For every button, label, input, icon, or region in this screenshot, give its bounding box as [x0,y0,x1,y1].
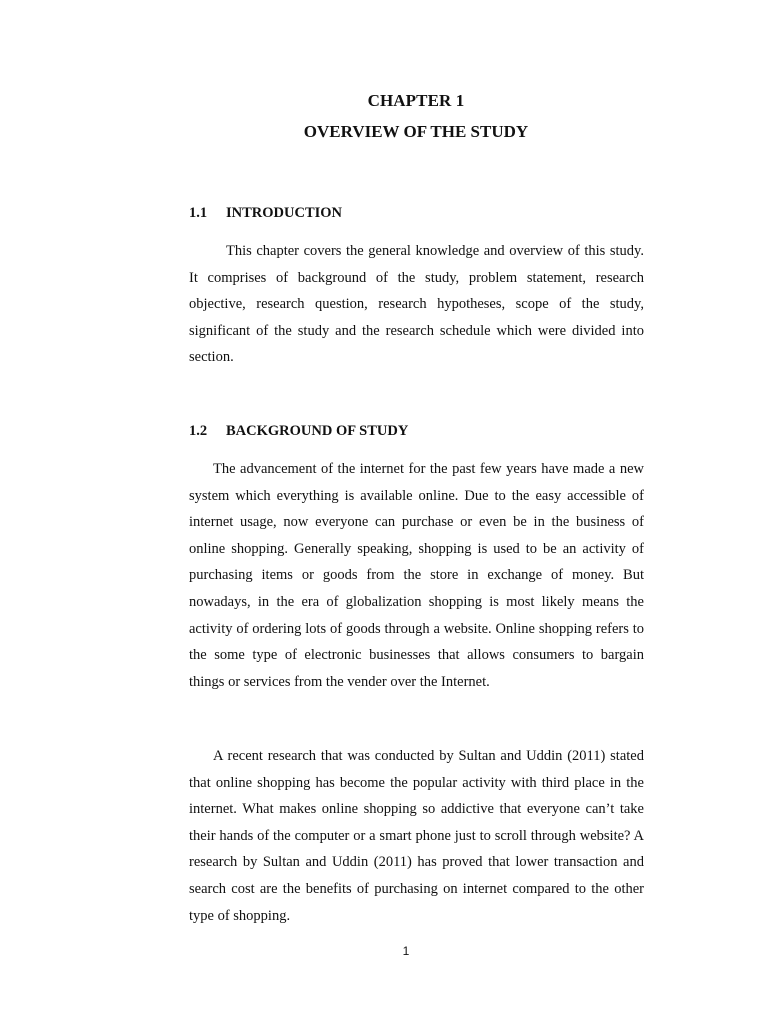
section-heading-background [189,423,408,440]
page-number: 1 [402,944,410,958]
introduction-paragraph: This chapter covers the general knowledge and overview of this study. It comprises of background of the study, problem statement, research objective, research question, research hypotheses, scope of the study, significant of the study and the research schedule which were divided into section. [189,243,644,366]
section-number: 1.2 [189,423,208,439]
chapter-number: CHAPTER 1 [367,91,465,110]
chapter-title: OVERVIEW OF THE STUDY [303,122,529,141]
section-number: 1.1 [189,205,208,221]
section-heading-introduction [189,205,342,222]
section-title: BACKGROUND OF STUDY [226,423,409,439]
background-paragraph-1: The advancement of the internet for the past few years have made a new system which everything is available online. Due to the easy accessible of internet usage, now everyone can purchase or even be in the business of online shopping. Generally speaking, shopping is used to be an activity of purchasing items or goods from the store in exchange of money. But nowadays, in the era of globalization shopping is most likely means the activity of ordering lots of goods through a website. Online shopping refers to the some type of electronic businesses that allows consumers to bargain things or services from the vender over the Internet. [189,461,644,690]
section-title: INTRODUCTION [226,205,343,221]
background-paragraph-2: A recent research that was conducted by Sultan and Uddin (2011) stated that online shopping has become the popular activity with third place in the internet. What makes online shopping so addictive that everyone can’t take their hands of the computer or a smart phone just to scroll through website? A research by Sultan and Uddin (2011) has proved that lower transaction and search cost are the benefits of purchasing on internet compared to the other type of shopping. [189,748,644,924]
